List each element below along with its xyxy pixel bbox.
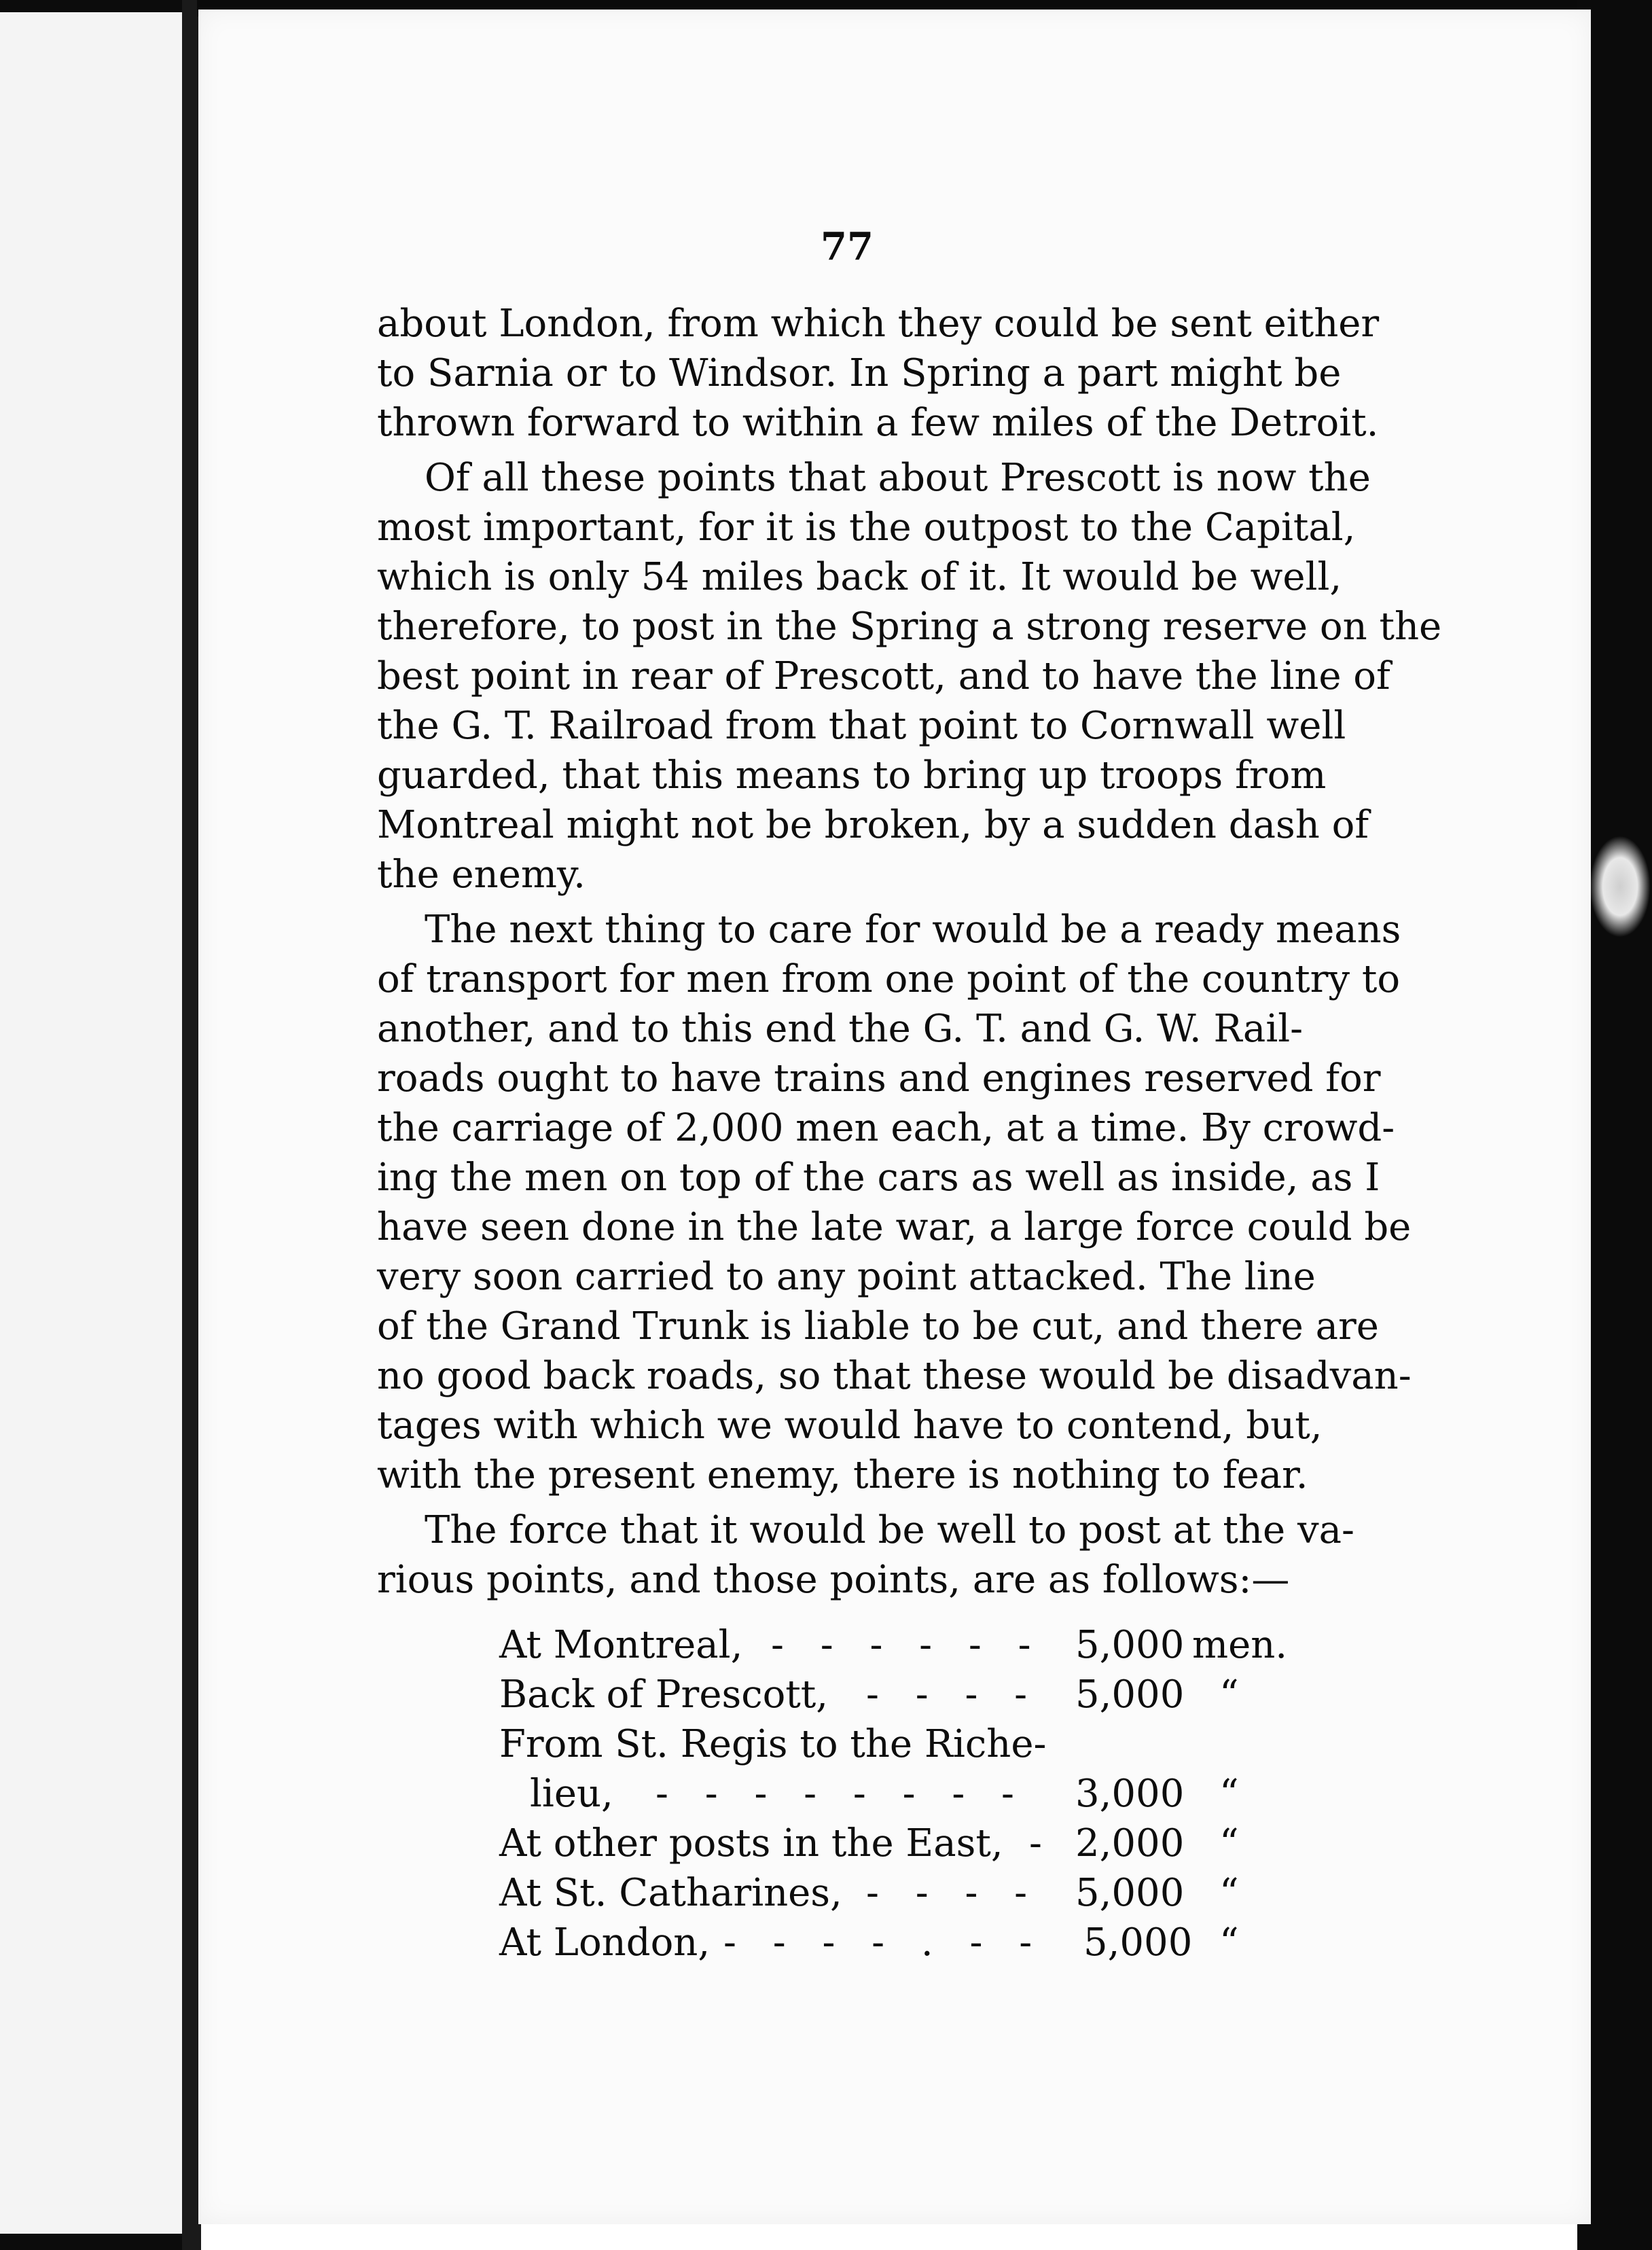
text-line: roads ought to have trains and engines reserved for (377, 1056, 1381, 1101)
list-item (499, 1868, 1335, 1918)
list-item (499, 1769, 1335, 1819)
ditto-mark: “ (1219, 1673, 1239, 1717)
troop-count: 5,000 (1075, 1623, 1185, 1667)
troop-count: 3,000 (1075, 1772, 1185, 1816)
troop-count: 5,000 (1075, 1673, 1185, 1717)
body-text (377, 299, 1442, 1605)
paper-stain (1590, 836, 1651, 938)
ditto-mark: “ (1219, 1871, 1239, 1915)
unit-label: men. (1192, 1623, 1288, 1667)
location-label: At Montreal, (499, 1623, 743, 1667)
ditto-mark: “ (1219, 1821, 1239, 1865)
text-line: another, and to this end the G. T. and G. W. Rail- (377, 1007, 1304, 1051)
leader-dots: - - - - - - (771, 1623, 1043, 1667)
text-line: about London, from which they could be sent either (377, 302, 1380, 346)
ditto-mark: “ (1219, 1921, 1239, 1965)
text-line: therefore, to post in the Spring a strong reserve on the (377, 605, 1442, 649)
location-label: At other posts in the East, (499, 1821, 1003, 1865)
text-line: ing the men on top of the cars as well as inside, as I (377, 1156, 1380, 1200)
ditto-mark: “ (1219, 1772, 1239, 1816)
location-label: From St. Regis to the Riche- (499, 1722, 1047, 1766)
text-line: thrown forward to within a few miles of the Detroit. (377, 401, 1379, 445)
text-line: best point in rear of Prescott, and to have the line of (377, 654, 1390, 698)
text-line: the G. T. Railroad from that point to Cornwall well (377, 704, 1346, 748)
paragraph (377, 299, 1380, 448)
location-label: At St. Catharines, (499, 1871, 842, 1915)
force-distribution-list (499, 1620, 1335, 1967)
text-line: rious points, and those points, are as follows:— (377, 1558, 1290, 1602)
leader-dots: - - - - (866, 1673, 1040, 1717)
list-item (499, 1620, 1335, 1670)
text-line: The force that it would be well to post at the va- (425, 1508, 1354, 1552)
text-line: no good back roads, so that these would be disadvan- (377, 1354, 1412, 1398)
text-line: the enemy. (377, 853, 586, 897)
text-line: Montreal might not be broken, by a sudden dash of (377, 803, 1369, 847)
location-label: lieu, (530, 1772, 613, 1816)
list-item (499, 1670, 1335, 1719)
text-line: have seen done in the late war, a large force could be (377, 1205, 1412, 1249)
paragraph (377, 1505, 1355, 1605)
leader-dots: - - - - - - - - (656, 1772, 1026, 1816)
text-line: which is only 54 miles back of it. It would be well, (377, 555, 1342, 599)
paragraph (377, 905, 1412, 1500)
text-line: Of all these points that about Prescott is now the (425, 456, 1371, 500)
troop-count: 5,000 (1075, 1871, 1185, 1915)
troop-count: 5,000 (1083, 1921, 1193, 1965)
troop-count: 2,000 (1075, 1821, 1185, 1865)
paragraph (377, 453, 1442, 899)
leader-dots: - (1029, 1821, 1054, 1865)
text-line: guarded, that this means to bring up troops from (377, 753, 1327, 798)
location-label: Back of Prescott, (499, 1673, 829, 1717)
facing-page-edge (0, 12, 182, 2234)
list-item (499, 1719, 1335, 1769)
page-number: 77 (821, 224, 874, 269)
location-label: At London, (499, 1921, 711, 1965)
leader-dots: - - - - (866, 1871, 1040, 1915)
text-line: the carriage of 2,000 men each, at a time. By crowd- (377, 1106, 1395, 1150)
text-line: to Sarnia or to Windsor. In Spring a part might be (377, 351, 1342, 395)
text-line: of transport for men from one point of the country to (377, 957, 1401, 1001)
list-item (499, 1819, 1335, 1868)
text-line: most important, for it is the outpost to the Capital, (377, 505, 1356, 550)
text-line: with the present enemy, there is nothing to fear. (377, 1453, 1308, 1497)
text-line: The next thing to care for would be a ready means (425, 908, 1401, 952)
list-item (499, 1918, 1335, 1967)
text-line: of the Grand Trunk is liable to be cut, and there are (377, 1304, 1379, 1349)
leader-dots: - - - - . - - (723, 1921, 1045, 1965)
text-line: very soon carried to any point attacked. The line (377, 1255, 1316, 1299)
text-line: tages with which we would have to contend, but, (377, 1404, 1323, 1448)
